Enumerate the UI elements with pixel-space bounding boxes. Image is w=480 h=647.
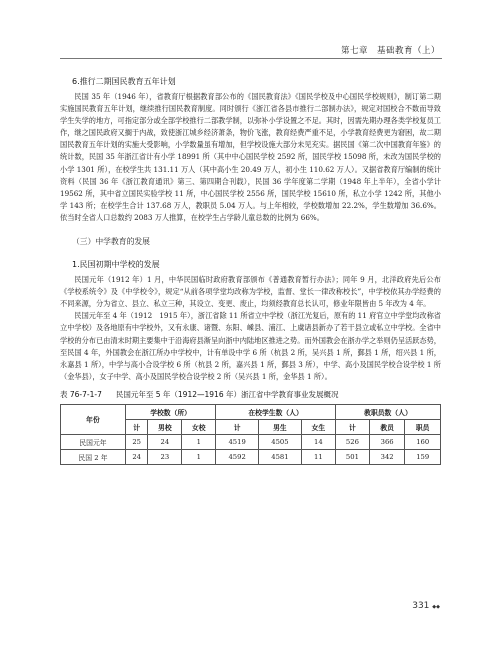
subheader-female: 女生 [301, 419, 335, 434]
cell-girls-schools: 1 [182, 434, 216, 449]
cell-teachers: 366 [369, 434, 404, 449]
header-year: 年份 [61, 404, 126, 434]
cell-students-total: 4519 [216, 434, 259, 449]
cell-teachers: 342 [369, 449, 404, 464]
table-title: 民国元年至 5 年（1912—1916 年）浙江省中学教育事业发展概况 [115, 389, 339, 399]
subheader-teachers: 教员 [369, 419, 404, 434]
subheader-male: 男生 [259, 419, 302, 434]
header-students: 在校学生数（人） [216, 404, 336, 419]
cell-schools-total: 24 [125, 449, 147, 464]
cell-male: 4505 [259, 434, 302, 449]
cell-boys-schools: 23 [148, 449, 182, 464]
cell-clerks: 159 [405, 449, 441, 464]
cell-clerks: 160 [405, 434, 441, 449]
subheader-students-total: 计 [216, 419, 259, 434]
cell-year: 民国 2 年 [61, 449, 126, 464]
header-schools: 学校数（所） [125, 404, 215, 419]
section-1-paragraph-1: 民国元年（1912 年）1 月，中华民国临时政府教育部颁布《普通教育暂行办法》；同年 9 月，北洋政府先后公布《学校系统令》及《中学校令》，规定“从前各项学堂均改称为学校，监督、堂长一律改称校长”，中学校依其办学经费的不同来源，分为省立、县立、私立三种，其设立、变更、废止，均须经教育总长认可，修业年限皆由 5 年改为 4 年。 [60, 275, 441, 309]
stats-table [60, 404, 441, 465]
section-1-title: 1.民国初期中学校的发展 [72, 260, 160, 270]
subheader-staff-total: 计 [335, 419, 369, 434]
cell-students-total: 4592 [216, 449, 259, 464]
subheader-clerks: 职员 [405, 419, 441, 434]
page-mark: ◆◆ [432, 604, 440, 610]
table-row [61, 434, 441, 449]
running-header: 第七章 基础教育（上） [340, 46, 440, 56]
subsection-title: （三）中学教育的发展 [72, 237, 150, 247]
cell-female: 14 [301, 434, 335, 449]
subheader-schools-total: 计 [125, 419, 147, 434]
cell-staff-total: 501 [335, 449, 369, 464]
cell-female: 11 [301, 449, 335, 464]
header-rule [60, 58, 442, 59]
subheader-girls-schools: 女校 [182, 419, 216, 434]
section-6-paragraph: 民国 35 年（1946 年），省教育厅根据教育部公布的《国民教育法》《国民学校及中心国民学校规则》，制订第二期实施国民教育五年计划，继续推行国民教育制度。同时颁行《浙江省各县市推行二部制办法》，规定对国校合不数而导致学生失学的地方，可指定部分或全部学校推行二部教学制，以弥补小学设置之不足。其时，因需先期办理各类学校复员工作，继之国民政府又搁于内战，致使浙江城乡经济萧条，物价飞涨，教育经费严重不足，小学教育经费更为窘困，故二期国民教育五年计划的实施大受影响，小学数量虽有增加，但学校设施大部分未见充实。据民国《第二次中国教育年鉴》的统计数，民国 35 年浙江省计有小学 18991 所（其中中心国民学校 2592 所，国民学校 15098 所，未改为国民学校的小学 1301 所），在校学生共 131.11 万人（其中高小生 20.49 万人，初小生 110.62 万人）。又据省教育厅编制的统计资料（民国 36 年《浙江教育通讯》第三、第四期合刊载），民国 36 学年度第二学期（1948 年上半年），全省小学计 19562 所，其中省立国民实验学校 11 所，中心国民学校 2556 所，国民学校 15610 所，私立小学 1242 所，其他小学 143 所；在校学生合计 137.68 万人，教职员 5.04 万人。与上年相较，学校数增加 22.2%，学生数增加 36.6%。依当时全省人口总数约 2083 万人推算，在校学生占学龄儿童总数的比例为 66%。 [60, 92, 441, 222]
section-6-title: 6.推行二期国民教育五年计划 [72, 77, 176, 86]
section-1-paragraph-2: 民国元年至 4 年（1912 1915 年），浙江省除 11 所省立中学校（浙江光复后，原有的 11 府官立中学堂均改称省立中学校）及各地原有中学校外，又有永康、诸暨、东阳、嵊县、浦江、上虞诸县新办了若干县立或私立中学校。全省中学校的分布已由清末时期主要集中于沿海府县渐呈向浙中内陆地区推进之势。而外国教会在浙办学之举则仍呈活跃态势，至民国 4 年，外国教会在浙江所办中学校中，计有单设中学 6 所（杭县 2 所，吴兴县 1 所，鄞县 1 所，绍兴县 1 所，永嘉县 1 所），中学与高小合设学校 6 所（杭县 2 所，嘉兴县 1 所，鄞县 3 所），中学、高小及国民学校合设学校 1 所（金华县），女子中学、高小及国民学校合设学校 2 所（吴兴县 1 所，金华县 1 所）。 [60, 311, 441, 381]
subheader-boys-schools: 男校 [148, 419, 182, 434]
header-staff: 教职员数（人） [335, 404, 440, 419]
table-number: 表 76-7-1-7 [60, 389, 102, 399]
table-caption [60, 389, 441, 400]
cell-male: 4581 [259, 449, 302, 464]
page-number [412, 601, 440, 611]
cell-staff-total: 526 [335, 434, 369, 449]
cell-boys-schools: 24 [148, 434, 182, 449]
cell-year: 民国元年 [61, 434, 126, 449]
page-number-text: 331 [412, 601, 430, 611]
cell-girls-schools: 1 [182, 449, 216, 464]
cell-schools-total: 25 [125, 434, 147, 449]
page-content [60, 72, 441, 465]
table-row [61, 449, 441, 464]
